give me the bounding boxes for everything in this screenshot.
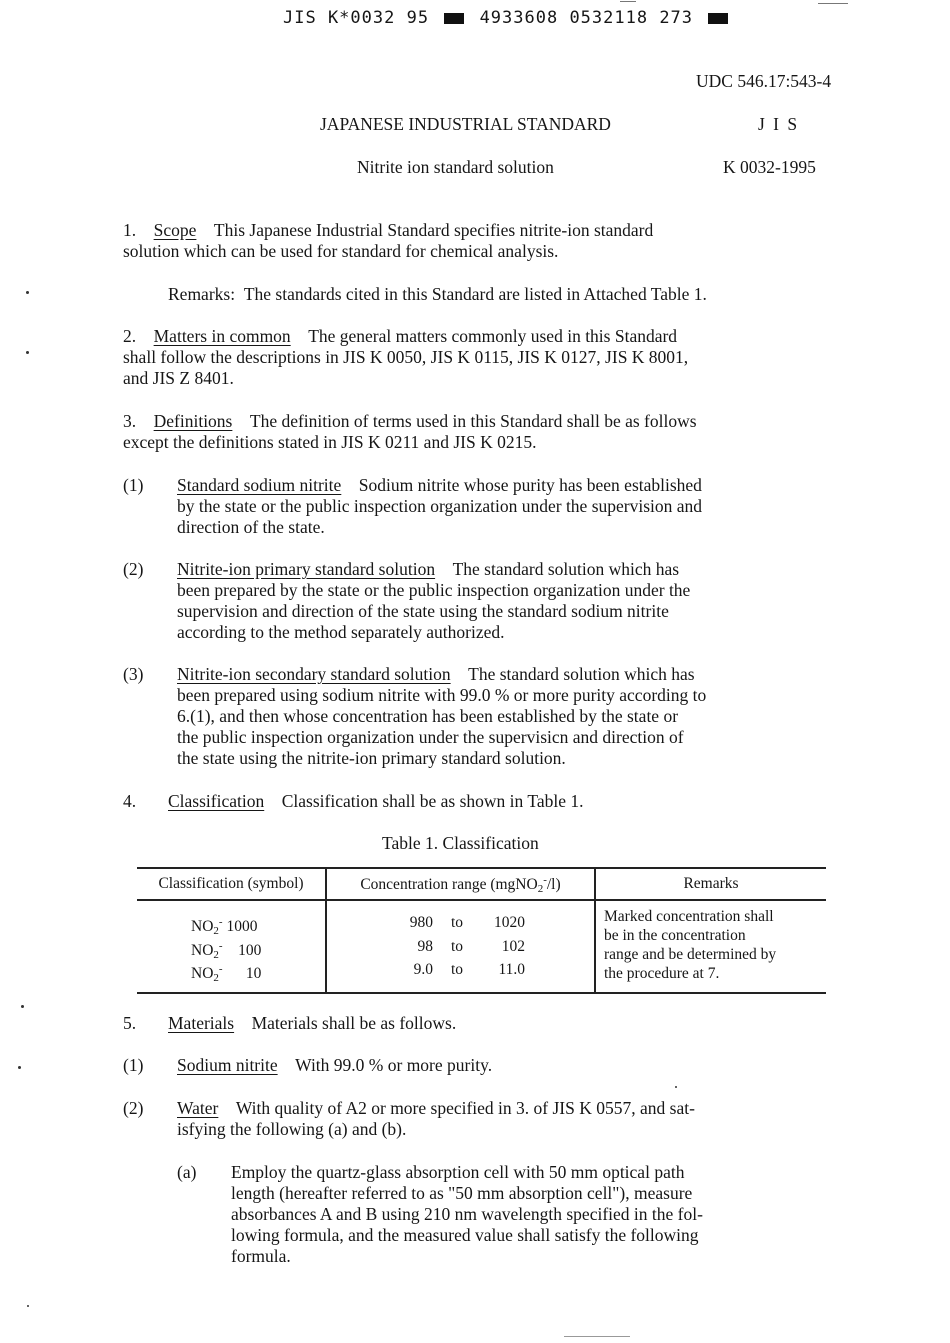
range-to: to <box>450 937 464 955</box>
header-superscript: - <box>543 873 547 886</box>
section-heading: Matters in common <box>153 326 291 346</box>
scan-mark <box>818 3 848 4</box>
definition-standard-sodium-nitrite <box>177 475 702 538</box>
material-text: With quality of A2 or more specified in 3. of JIS K 0557, and sat- <box>235 1098 695 1118</box>
scan-speck <box>18 1066 21 1069</box>
remarks-line: Marked concentration shall <box>604 908 774 925</box>
material-text: isfying the following (a) and (b). <box>177 1119 407 1139</box>
range-high: 102 <box>501 937 525 955</box>
header-text: Concentration range (mgNO <box>360 875 538 893</box>
section-text: Materials shall be as follows. <box>251 1013 457 1033</box>
standard-org: JAPANESE INDUSTRIAL STANDARD <box>320 114 611 134</box>
symbol-value: 10 <box>245 965 262 982</box>
header-text: /l) <box>546 875 561 893</box>
section-text: Classification shall be as shown in Table 1. <box>281 791 584 811</box>
range-high: 1020 <box>494 914 525 931</box>
formula-subscript: 2 <box>213 948 219 961</box>
classification-table <box>137 867 826 994</box>
scan-speck <box>26 351 29 354</box>
header-subscript: 2 <box>537 882 544 895</box>
concentration-range <box>327 935 594 959</box>
section-text: solution which can be used for standard for chemical analysis. <box>123 241 559 261</box>
definition-text: the state using the nitrite-ion primary standard solution. <box>177 748 566 768</box>
black-block-mark <box>444 13 464 24</box>
range-to: to <box>450 914 464 931</box>
definition-secondary-standard-solution <box>177 664 706 769</box>
definition-heading: Nitrite-ion primary standard solution <box>177 559 436 579</box>
symbol-value: 1000 <box>226 918 258 935</box>
classification-entry <box>137 911 325 935</box>
definition-text: The standard solution which has <box>452 559 680 579</box>
range-to: to <box>450 961 464 978</box>
section-text: shall follow the descriptions in JIS K 0050, JIS K 0115, JIS K 0127, JIS K 8001, <box>123 347 689 367</box>
classification-entry <box>137 935 325 959</box>
material-sodium-nitrite <box>177 1055 492 1076</box>
subitem-text: formula. <box>231 1246 291 1266</box>
range-low: 9.0 <box>413 961 433 978</box>
remarks-label: Remarks: <box>168 284 236 304</box>
table-body-row <box>137 900 826 993</box>
scan-mark <box>620 1 636 2</box>
formula-base: NO <box>191 941 214 959</box>
range-low: 980 <box>409 914 433 931</box>
section-number: 1. <box>123 220 137 240</box>
formula-base: NO <box>191 918 214 935</box>
remarks-line: range and be determined by <box>604 946 777 963</box>
remarks-cell <box>595 900 826 993</box>
scan-speck <box>675 1086 677 1088</box>
definition-text: the public inspection organization under the supervisicn and direction of <box>177 727 684 747</box>
section-heading: Classification <box>168 791 265 811</box>
section-definitions <box>123 411 697 453</box>
column-header-classification: Classification (symbol) <box>137 868 326 900</box>
section-scope <box>123 220 653 262</box>
column-header-concentration <box>326 868 595 900</box>
definition-text: 6.(1), and then whose concentration has been established by the state or <box>177 706 679 726</box>
jis-label: J I S <box>758 114 800 134</box>
classification-cell <box>137 900 326 993</box>
section-text: and JIS Z 8401. <box>123 368 234 388</box>
definition-text: supervision and direction of the state using the standard sodium nitrite <box>177 601 669 621</box>
definition-text: by the state or the public inspection organization under the supervision and <box>177 496 703 516</box>
udc-code: UDC 546.17:543-4 <box>696 71 832 91</box>
formula-subscript: 2 <box>213 925 219 937</box>
table-header-row <box>137 868 826 900</box>
definition-text: been prepared using sodium nitrite with 99.0 % or more purity according to <box>177 685 707 705</box>
concentration-range <box>327 911 594 935</box>
section-number: 2. <box>123 326 137 346</box>
section-number: 3. <box>123 411 137 431</box>
definition-primary-standard-solution <box>177 559 690 643</box>
section-classification <box>168 791 583 812</box>
standard-number: K 0032-1995 <box>723 157 816 177</box>
table-caption: Table 1. Classification <box>382 833 539 853</box>
item-number: (1) <box>123 475 144 495</box>
definition-heading: Standard sodium nitrite <box>177 475 342 495</box>
formula-superscript: - <box>218 963 223 975</box>
section-materials <box>168 1013 456 1034</box>
section-heading: Materials <box>168 1013 235 1033</box>
formula-superscript: - <box>218 916 223 928</box>
header-code-part2: 4933608 0532118 273 <box>479 8 694 28</box>
black-block-mark <box>708 13 728 24</box>
material-text: With 99.0 % or more purity. <box>295 1055 493 1075</box>
item-number: (3) <box>123 664 144 684</box>
header-code-part1: JIS K*0032 95 <box>283 8 430 28</box>
formula-superscript: - <box>218 939 223 952</box>
definition-text: direction of the state. <box>177 517 325 537</box>
section-number: 5. <box>123 1013 137 1033</box>
formula-base: NO <box>191 965 214 982</box>
subitem-text: length (hereafter referred to as "50 mm absorption cell"), measure <box>231 1183 693 1203</box>
scan-speck <box>27 1305 29 1307</box>
symbol-value: 100 <box>238 941 262 959</box>
document-title: Nitrite ion standard solution <box>357 157 554 177</box>
section-text: This Japanese Industrial Standard specifies nitrite-ion standard <box>213 220 654 240</box>
item-number: (2) <box>123 1098 144 1118</box>
definition-text: been prepared by the state or the public inspection organization under the <box>177 580 691 600</box>
material-heading: Sodium nitrite <box>177 1055 278 1075</box>
formula-subscript: 2 <box>213 972 219 984</box>
document-header-code <box>283 8 732 28</box>
definition-heading: Nitrite-ion secondary standard solution <box>177 664 451 684</box>
subitem-a-text <box>231 1162 703 1267</box>
item-number: (1) <box>123 1055 144 1075</box>
scan-speck <box>21 1005 24 1008</box>
section-text: The general matters commonly used in this Standard <box>308 326 678 346</box>
concentration-range <box>327 958 594 982</box>
remarks-text: The standards cited in this Standard are listed in Attached Table 1. <box>243 284 707 304</box>
classification-entry <box>137 958 325 982</box>
subitem-text: absorbances A and B using 210 nm wavelength specified in the fol- <box>231 1204 703 1224</box>
subitem-text: Employ the quartz-glass absorption cell with 50 mm optical path <box>231 1162 685 1182</box>
remarks-line: be in the concentration <box>604 927 746 944</box>
subitem-number: (a) <box>177 1162 197 1182</box>
item-number: (2) <box>123 559 144 579</box>
column-header-remarks: Remarks <box>595 868 826 900</box>
scan-speck <box>26 291 29 294</box>
section-text: except the definitions stated in JIS K 0211 and JIS K 0215. <box>123 432 537 452</box>
section-heading: Scope <box>153 220 197 240</box>
material-heading: Water <box>177 1098 219 1118</box>
scan-mark <box>564 1336 630 1337</box>
material-water <box>177 1098 695 1140</box>
subitem-text: lowing formula, and the measured value shall satisfy the following <box>231 1225 699 1245</box>
definition-text: The standard solution which has <box>468 664 695 684</box>
range-high: 11.0 <box>498 961 525 978</box>
definition-text: according to the method separately authorized. <box>177 622 505 642</box>
definition-text: Sodium nitrite whose purity has been established <box>358 475 702 495</box>
remarks-line: the procedure at 7. <box>604 965 720 982</box>
section-text: The definition of terms used in this Standard shall be as follows <box>249 411 697 431</box>
section-heading: Definitions <box>153 411 233 431</box>
remarks-note <box>168 284 707 305</box>
concentration-cell <box>326 900 595 993</box>
section-number: 4. <box>123 791 137 811</box>
range-low: 98 <box>417 937 433 955</box>
section-matters-in-common <box>123 326 688 389</box>
